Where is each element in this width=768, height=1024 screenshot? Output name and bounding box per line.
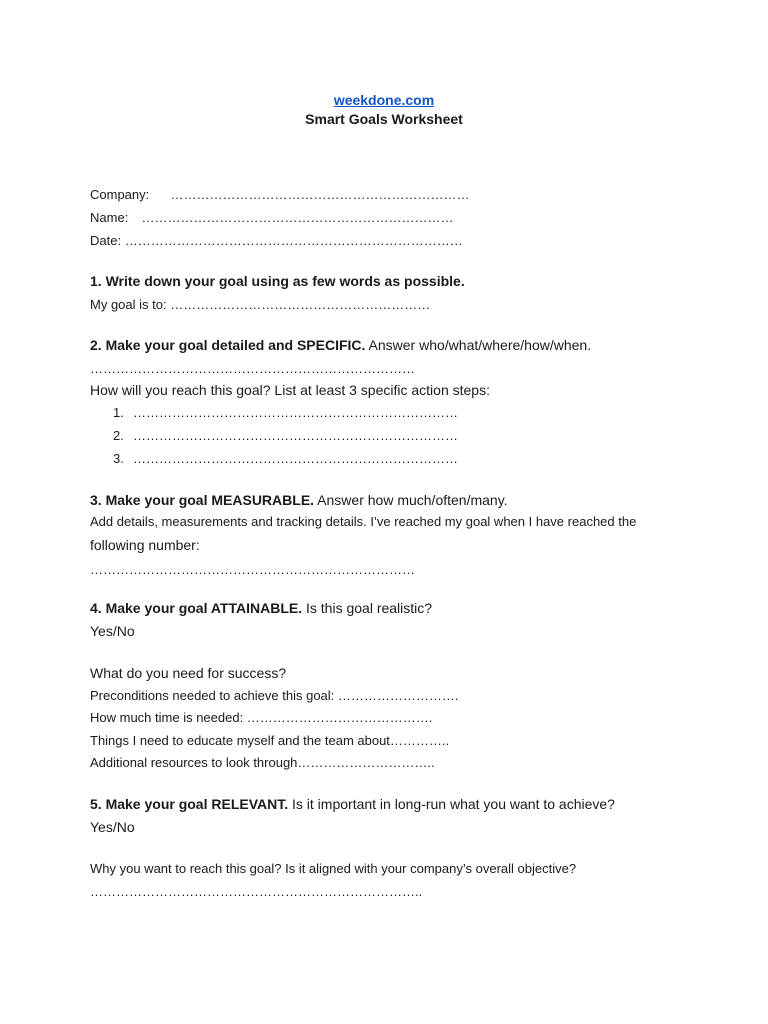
step-number: 3. xyxy=(113,451,124,466)
company-label: Company: xyxy=(90,187,150,202)
step-field[interactable]: ………………………………………………………………… xyxy=(133,428,458,443)
section-5-heading xyxy=(90,796,615,812)
action-step-2 xyxy=(113,428,458,443)
section-5-heading-rest: Is it important in long-run what you want to achieve? xyxy=(292,796,615,812)
relevance-field[interactable]: ………………………………………………………………….. xyxy=(90,884,423,899)
goal-label: My goal is to: xyxy=(90,297,167,312)
name-row xyxy=(90,210,454,225)
measurable-description-1: Add details, measurements and tracking details. I’ve reached my goal when I have reached the xyxy=(90,514,637,529)
company-row xyxy=(90,187,470,202)
education-row[interactable]: Things I need to educate myself and the team about………….. xyxy=(90,733,450,748)
section-4-heading-bold: 4. Make your goal ATTAINABLE. xyxy=(90,600,303,616)
section-2-heading-rest: Answer who/what/where/how/when. xyxy=(368,337,592,353)
step-number: 2. xyxy=(113,428,124,443)
name-label: Name: xyxy=(90,210,129,225)
section-1-heading: 1. Write down your goal using as few words as possible. xyxy=(90,273,465,289)
section-4-heading xyxy=(90,600,432,616)
step-field[interactable]: ………………………………………………………………… xyxy=(133,451,458,466)
section-2-heading-bold: 2. Make your goal detailed and SPECIFIC. xyxy=(90,337,366,353)
attainable-yes-no[interactable]: Yes/No xyxy=(90,623,135,639)
header-link-row xyxy=(0,92,768,110)
goal-row xyxy=(90,297,430,312)
resources-row[interactable]: Additional resources to look through………………………….. xyxy=(90,755,435,770)
section-5-heading-bold: 5. Make your goal RELEVANT. xyxy=(90,796,289,812)
preconditions-row[interactable]: Preconditions needed to achieve this goal: ………………………. xyxy=(90,688,459,703)
section-2-heading xyxy=(90,337,591,353)
section-4-heading-rest: Is this goal realistic? xyxy=(306,600,433,616)
company-field[interactable]: …………………………………………………………… xyxy=(170,187,470,202)
section-3-heading-bold: 3. Make your goal MEASURABLE. xyxy=(90,492,315,508)
weekdone-link[interactable]: weekdone.com xyxy=(333,92,435,108)
action-steps-question: How will you reach this goal? List at least 3 specific action steps: xyxy=(90,382,490,398)
action-step-3 xyxy=(113,451,458,466)
relevance-question: Why you want to reach this goal? Is it aligned with your company’s overall objective? xyxy=(90,861,577,876)
success-question: What do you need for success? xyxy=(90,665,287,681)
relevant-yes-no[interactable]: Yes/No xyxy=(90,819,135,835)
goal-field[interactable]: …………………………………………………… xyxy=(170,297,431,312)
date-field[interactable]: …………………………………………………………………… xyxy=(124,233,463,248)
date-row xyxy=(90,233,463,248)
measurable-description-2: following number: xyxy=(90,537,200,553)
page-title: Smart Goals Worksheet xyxy=(305,111,463,127)
specific-field[interactable]: ………………………………………………………………… xyxy=(90,361,415,376)
measurable-field[interactable]: ………………………………………………………………… xyxy=(90,562,415,577)
step-field[interactable]: ………………………………………………………………… xyxy=(133,405,458,420)
section-3-heading xyxy=(90,492,508,508)
date-label: Date: xyxy=(90,233,122,248)
time-needed-row[interactable]: How much time is needed: ……………………………………. xyxy=(90,710,433,725)
section-3-heading-rest: Answer how much/often/many. xyxy=(317,492,508,508)
name-field[interactable]: ……………………………………………………………… xyxy=(141,210,454,225)
step-number: 1. xyxy=(113,405,124,420)
action-step-1 xyxy=(113,405,458,420)
